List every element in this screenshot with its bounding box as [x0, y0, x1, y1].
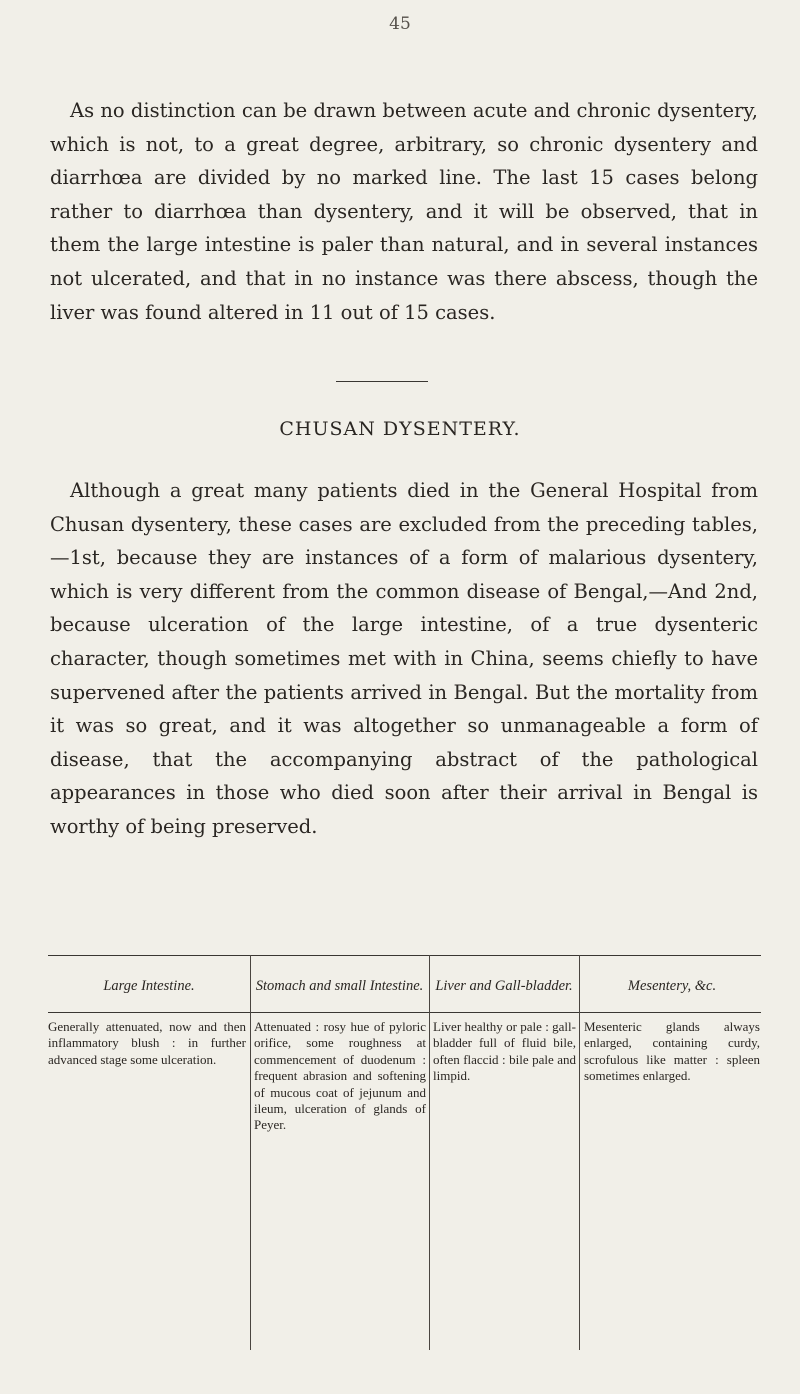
table-top-rule — [48, 955, 761, 956]
chusan-paragraph: Although a great many patients died in the General Hospital from Chusan dysentery, these cases are excluded from the preceding tables,—1st, because they are instances of a form of malarious dysentery, which is very different from the common disease of Bengal,—And 2nd, because ulceration of the large intestine, of a true dysenteric character, though sometimes met with in China, seems chiefly to have supervened after the patients arrived in Bengal. But the mortality from it was so great, and it was altogether so unmanageable a form of disease, that the accompanying abstract of the pathological appearances in those who died soon after their arrival in Bengal is worthy of being preserved. — [50, 479, 758, 838]
cell-liver: Liver healthy or pale : gall-bladder full of fluid bile, often flaccid : bile pale and limpid. — [433, 1019, 576, 1084]
section-heading: CHUSAN DYSENTERY. — [279, 418, 521, 440]
intro-paragraph: As no distinction can be drawn between acute and chronic dysentery, which is not, to a great degree, arbitrary, so chronic dysentery and diarrhœa are divided by no marked line. The last 15 cases belong rather to diarrhœa than dysentery, and it will be observed, that in them the large intestine is paler than natural, and in several instances not ulcerated, and that in no instance was there abscess, though the liver was found altered in 11 out of 15 cases. — [50, 99, 758, 324]
header-stomach: Stomach and small Intestine. — [255, 977, 424, 994]
header-large-intestine: Large Intestine. — [103, 977, 195, 994]
pathology-table — [48, 955, 761, 1350]
column-divider — [250, 955, 251, 1350]
page-number: 45 — [389, 14, 411, 34]
cell-large-intestine: Generally attenuated, now and then inflammatory blush : in further advanced stage some ulceration. — [48, 1019, 246, 1067]
cell-mesentery: Mesenteric glands always enlarged, containing curdy, scrofulous like matter : spleen sometimes enlarged. — [584, 1019, 760, 1084]
section-divider — [336, 381, 428, 382]
column-divider — [579, 955, 580, 1350]
column-divider — [429, 955, 430, 1350]
header-mesentery: Mesentery, &c. — [627, 977, 717, 994]
table-header-rule — [48, 1012, 761, 1013]
header-liver: Liver and Gall-bladder. — [435, 977, 573, 994]
cell-stomach: Attenuated : rosy hue of pyloric orifice, some roughness at commencement of duodenum : frequent abrasion and softening of mucous coat of jejunum and ileum, ulceration of glands of Peyer. — [254, 1019, 426, 1133]
